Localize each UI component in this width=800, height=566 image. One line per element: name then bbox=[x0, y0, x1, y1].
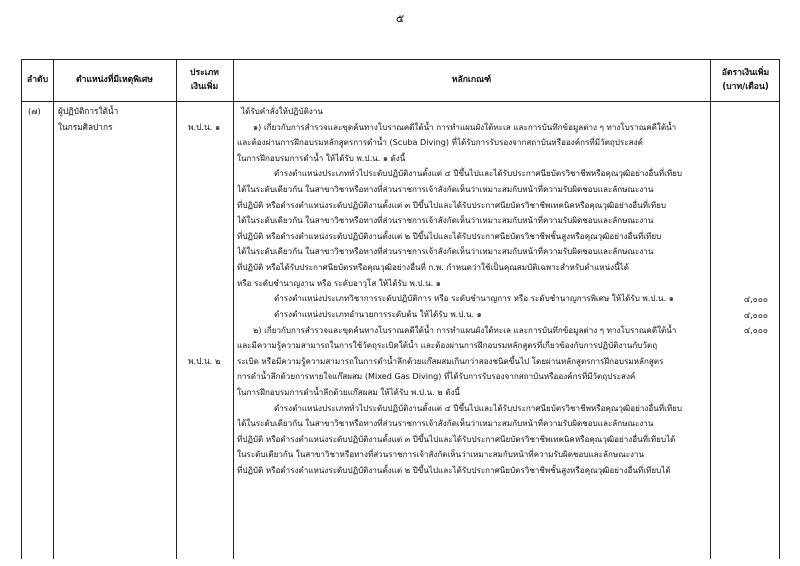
col-divider bbox=[53, 60, 54, 559]
header-position: ตำแหน่งที่มีเหตุพิเศษ bbox=[76, 75, 153, 85]
criteria-line: ๒) เกี่ยวกับการสำรวจและขุดค้นทางโบราณคดีใต้น้ำ การทำแผนผังใต้ทะเล และการบันทึกข้อมูลต่าง ๆ ทางโบราณคดีใต้น้ำ bbox=[253, 324, 677, 335]
rate-value: ๔,๐๐๐ bbox=[743, 294, 768, 304]
type-pnn-1: พ.ป.น. ๑ bbox=[188, 122, 221, 132]
criteria-line: ในการฝึกอบรมการดำน้ำ ให้ได้รับ พ.ป.น. ๑ ดังนี้ bbox=[237, 152, 406, 163]
criteria-line: ในระดับเดียวกัน ในสาขาวิชาหรือทางที่ส่วนราชการเจ้าสังกัดเห็นว่าเหมาะสมกับหน้าที่ความรับผิดชอบและลักษณะงาน bbox=[237, 449, 645, 460]
allowance-table bbox=[21, 59, 780, 559]
criteria-line: และต้องผ่านการฝึกอบรมหลักสูตรการดำน้ำ (Scuba Diving) ที่ได้รับการรับรองจากสถาบันหรือองค์กรที่มีวัตถุประสงค์ bbox=[237, 137, 643, 148]
header-type bbox=[176, 66, 233, 94]
criteria-line: หรือ ระดับชำนาญงาน หรือ ระดับอาวุโส ให้ได้รับ พ.ป.น. ๑ bbox=[237, 277, 441, 288]
criteria-line: ในการฝึกอบรมการดำน้ำลึกด้วยแก๊สผสม ให้ได้รับ พ.ป.น. ๒ ดังนี้ bbox=[237, 386, 460, 397]
col-divider bbox=[176, 60, 177, 559]
header-no: ลำดับ bbox=[26, 75, 49, 85]
criteria-line: ได้รับคำสั่งให้ปฏิบัติงาน bbox=[241, 106, 323, 116]
criteria-line: และมีความรู้ความสามารถในการใช้วัตถุระเบิดใต้น้ำ และต้องผ่านการฝึกอบรมหลักสูตรที่เกี่ยวข้องกับการปฏิบัติงานกับวัตถุ bbox=[237, 340, 658, 351]
criteria-line: ได้ในระดับเดียวกัน ในสาขาวิชาหรือทางที่ส่วนราชการเจ้าสังกัดเห็นว่าเหมาะสมกับหน้าที่ความรับผิดชอบและลักษณะงาน bbox=[237, 184, 654, 195]
rate-value: ๔,๐๐๐ bbox=[743, 310, 768, 320]
position-line2: ในกรมศิลปากร bbox=[58, 122, 113, 132]
criteria-line: การดำน้ำลึกด้วยการหายใจแก๊สผสม (Mixed Gas Diving) ที่ได้รับการรับรองจากสถาบันหรือองค์กรที่มีวัตถุประสงค์ bbox=[237, 371, 636, 382]
header-type-line2: เงินเพิ่ม bbox=[190, 82, 219, 92]
criteria-line: ได้ในระดับเดียวกัน ในสาขาวิชาหรือทางที่ส่วนราชการเจ้าสังกัดเห็นว่าเหมาะสมกับหน้าที่ความรับผิดชอบและลักษณะงาน bbox=[237, 215, 654, 226]
header-criteria: หลักเกณฑ์ bbox=[451, 75, 492, 85]
col-divider bbox=[710, 60, 711, 559]
criteria-line: ระเบิด หรือมีความรู้ความสามารถในการดำน้ำลึกด้วยแก๊สผสมเกินกว่าสองชนิดขึ้นไป โดยผ่านหลักสูตรการฝึกอบรมหลักสูตร bbox=[237, 355, 664, 366]
header-rate-line1: อัตราเงินเพิ่ม bbox=[721, 68, 770, 78]
criteria-line: ดำรงตำแหน่งประเภททั่วไประดับปฏิบัติงานตั้งแต่ ๔ ปีขึ้นไปและได้รับประกาศนียบัตรวิชาชีพหรือคุณวุฒิอย่างอื่นที่เทียบ bbox=[274, 402, 683, 413]
header-rate bbox=[710, 66, 781, 94]
position-line1: ผู้ปฏิบัติการใต้น้ำ bbox=[58, 106, 119, 116]
criteria-line: ดำรงตำแหน่งประเภทอำนวยการระดับต้น ให้ได้รับ พ.ป.น. ๑ bbox=[274, 308, 482, 319]
criteria-line: ที่ปฏิบัติ หรือดำรงตำแหน่งระดับปฏิบัติงานตั้งแต่ ๓ ปีขึ้นไปและได้รับประกาศนียบัตรวิชาชีพเทคนิคหรือคุณวุฒิอย่างอื่นที่เทียบ bbox=[237, 199, 666, 210]
row-no: (๗) bbox=[28, 106, 41, 116]
header-rate-line2: (บาท/เดือน) bbox=[722, 82, 769, 92]
col-divider bbox=[233, 60, 234, 559]
criteria-line: ๑) เกี่ยวกับการสำรวจและขุดค้นทางโบราณคดีใต้น้ำ การทำแผนผังใต้ทะเล และการบันทึกข้อมูลต่าง ๆ ทางโบราณคดีใต้น้ำ bbox=[253, 121, 677, 132]
criteria-line: ดำรงตำแหน่งประเภททั่วไประดับปฏิบัติงานตั้งแต่ ๔ ปีขึ้นไปและได้รับประกาศนียบัตรวิชาชีพหรือคุณวุฒิอย่างอื่นที่เทียบ bbox=[274, 168, 683, 179]
page-number: ๕ bbox=[395, 12, 405, 25]
criteria-line: ที่ปฏิบัติ หรือดำรงตำแหน่งระดับปฏิบัติงานตั้งแต่ ๒ ปีขึ้นไปและได้รับประกาศนียบัตรวิชาชีพชั้นสูงหรือคุณวุฒิอย่างอื่นที่เทียบ bbox=[237, 230, 662, 241]
criteria-line: ที่ปฏิบัติ หรือดำรงตำแหน่งระดับปฏิบัติงานตั้งแต่ ๒ ปีขึ้นไปและได้รับประกาศนียบัตรวิชาชีพชั้นสูงหรือคุณวุฒิอย่างอื่นที่เทียบได้ bbox=[237, 465, 671, 476]
type-pnn-2: พ.ป.น. ๒ bbox=[188, 356, 221, 366]
rate-value: ๔,๐๐๐ bbox=[743, 325, 768, 335]
criteria-line: ได้ในระดับเดียวกัน ในสาขาวิชาหรือทางที่ส่วนราชการเจ้าสังกัดเห็นว่าเหมาะสมกับหน้าที่ความรับผิดชอบและลักษณะงาน bbox=[237, 246, 654, 257]
criteria-line: ดำรงตำแหน่งประเภทวิชาการระดับปฏิบัติการ หรือ ระดับชำนาญการ หรือ ระดับชำนาญการพิเศษ ให้ได้รับ พ.ป.น. ๑ bbox=[274, 293, 674, 304]
criteria-line: ได้ในระดับเดียวกัน ในสาขาวิชาหรือทางที่ส่วนราชการเจ้าสังกัดเห็นว่าเหมาะสมกับหน้าที่ความรับผิดชอบและลักษณะงาน bbox=[237, 418, 654, 429]
criteria-line: ที่ปฏิบัติ หรือได้รับประกาศนียบัตรหรือคุณวุฒิอย่างอื่นที่ ก.พ. กำหนดว่าใช้เป็นคุณสมบัติเฉพาะสำหรับตำแหน่งนี้ได้ bbox=[237, 262, 629, 273]
header-divider bbox=[22, 101, 779, 102]
criteria-text bbox=[237, 104, 707, 479]
header-type-line1: ประเภท bbox=[190, 68, 219, 78]
criteria-line: ที่ปฏิบัติ หรือดำรงตำแหน่งระดับปฏิบัติงานตั้งแต่ ๓ ปีขึ้นไปและได้รับประกาศนียบัตรวิชาชีพเทคนิคหรือคุณวุฒิอย่างอื่นที่เทียบได้ bbox=[237, 433, 676, 444]
